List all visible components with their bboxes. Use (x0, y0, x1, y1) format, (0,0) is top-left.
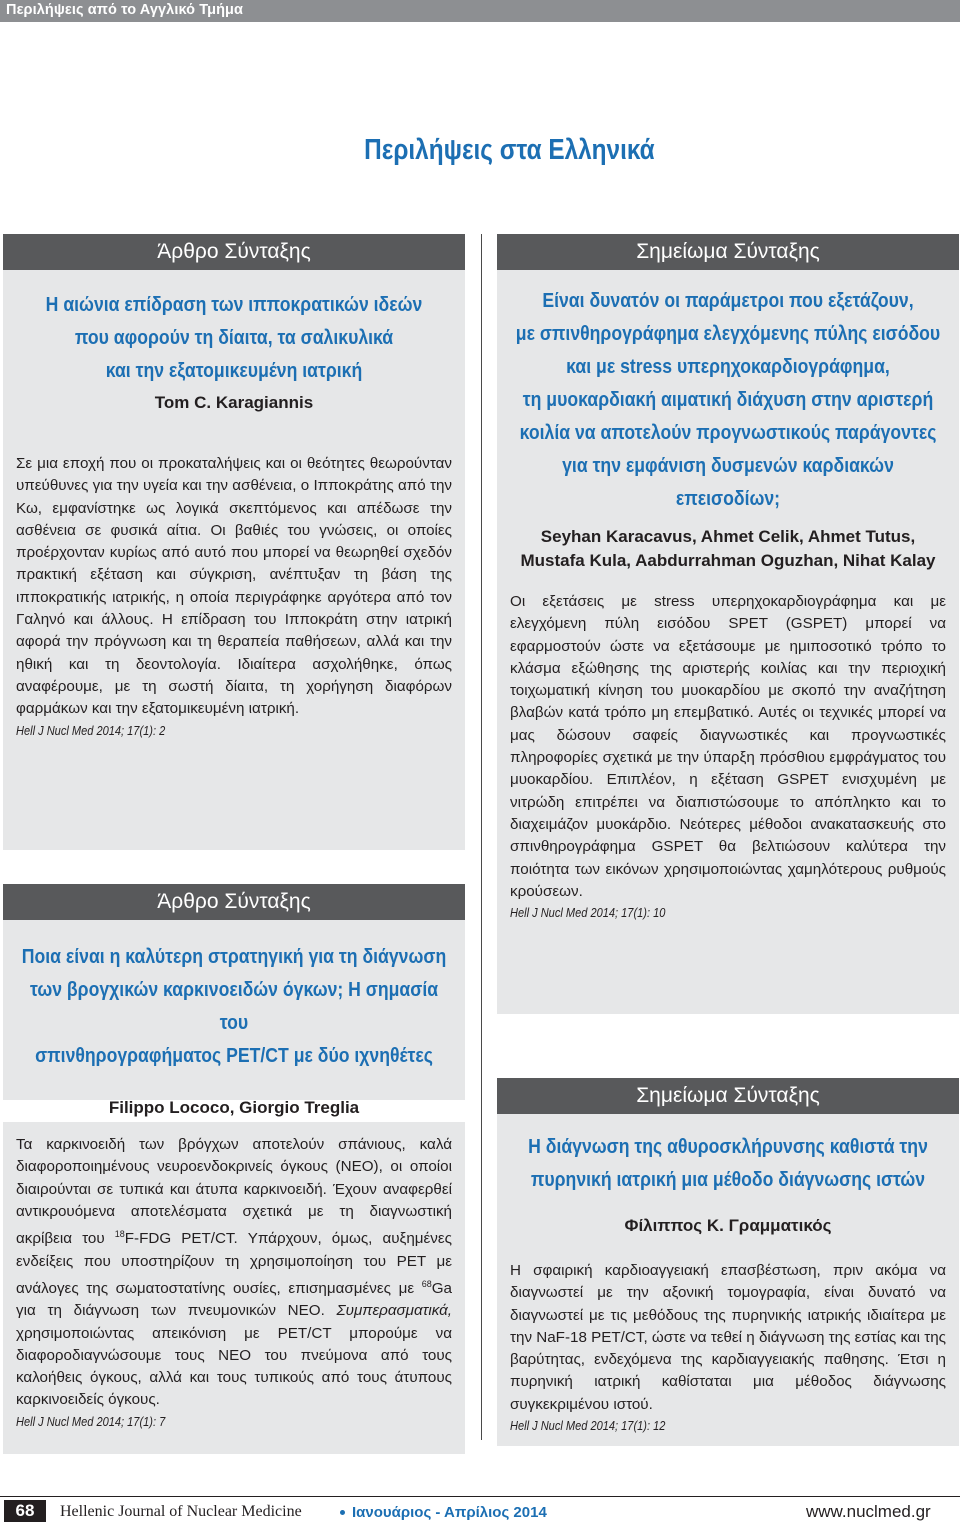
article-author: Tom C. Karagiannis (154, 393, 314, 412)
article-title-line: τη μυοκαρδιακή αιματική διάχυση στην αριστερή (522, 388, 934, 411)
right-column (497, 234, 959, 1446)
article-abstract: Η σφαιρική καρδιοαγγειακή επασβέστωση, πριν ακόμα να διαγνωστεί με την αξονική τομογραφία, είναι δυνατό να διαγνωστεί με τις μεθόδους της πυρηνικής ιατρικής ιδιαίτερα με την NaF-18 PET/CT, ώστε να τεθεί η διάγνωση της εστίας και της βαρύτητας, ενδεχόμενα της καρδιαγγειακής παθησης. Έτσι η πυρηνική ιατρική καθίσταται μια μέθοδος διάγνωσης συγκεκριμένου ιστού. (510, 1262, 947, 1413)
column-divider (481, 234, 482, 1440)
article-box-atherosclerosis (497, 1114, 959, 1446)
article-author: Φίλιππος Κ. Γραμματικός (624, 1216, 832, 1235)
section-bar-editorial: Άρθρο Σύνταξης (3, 234, 465, 270)
page-title: Περιλήψεις στα Ελληνικά (364, 134, 655, 166)
section-bar-editorial: Άρθρο Σύνταξης (3, 884, 465, 920)
journal-name: Hellenic Journal of Nuclear Medicine (60, 1503, 302, 1520)
article-box-gspet (497, 270, 959, 1014)
article-citation: Hell J Nucl Med 2014; 17(1): 12 (510, 1418, 666, 1434)
footer-rule (0, 1496, 960, 1497)
article-box-carcinoid-body (3, 1122, 465, 1454)
article-title-line: που αφορούν τη δίαιτα, τα σαλικυλικά (74, 326, 394, 349)
article-title-line: για την εμφάνιση δυσμενών καρδιακών (562, 454, 894, 477)
article-citation: Hell J Nucl Med 2014; 17(1): 10 (510, 905, 666, 921)
article-abstract: Οι εξετάσεις με stress υπερηχοκαρδιογράφημα και με ελεγχόμενη πύλη εισόδου SPET (GSPET) μπορεί να εφαρμοστούν ώστε να εξετάσουμε με ημιποσοτικό τρόπο το κλάσμα εξώθησης της αριστερής κοιλίας και την περιοχική τοιχωματική κίνηση του μυοκαρδίου με σκοπό την αναζήτηση βλαβών κατά τρόπο μη επεμβατικό. Αυτές οι τεχνικές μπορεί να μας δώσουν σαφείς διαγνωστικές και προγνωστικές πληροφορίες σχετικά με την ύπαρξη πρόσθιου εμφράγματος του μυοκαρδίου. Επιπλέον, η εξέταση GSPET ενισχυμένη με νιτρώδη επιτρέπει να διαπιστώσουμε το απόπληκτο και το διαχειμάζον μυοκάρδιο. Νεότερες μέθοδοι ανακατασκευής στο σπινθηρογράφημα GSPET θα βελτιώσουν καλύτερα την ποιότητα των εικόνων χρησιμοποιώντας χαμηλότερους ρυθμούς κρούσεων. (510, 593, 946, 900)
left-column (3, 234, 465, 1454)
top-section-band (0, 0, 960, 22)
article-title-line: Είναι δυνατόν οι παράμετροι που εξετάζουν, (542, 289, 914, 312)
article-author: Filippo Lococo, Giorgio Treglia (108, 1098, 360, 1117)
article-title-line: επεισοδίων; (675, 487, 781, 510)
article-title-line: Ποια είναι η καλύτερη στρατηγική για τη διάγνωση (21, 945, 447, 968)
section-bar-editorial-note: Σημείωμα Σύνταξης (497, 1078, 959, 1114)
article-authors (510, 525, 946, 573)
issue-date: Ιανουάριος - Απρίλιος 2014 (352, 1504, 547, 1521)
article-title-line: πυρηνική ιατρική μια μέθοδο διάγνωσης ιστών (530, 1168, 926, 1191)
article-title-line: Η διάγνωση της αθυροσκλήρυνσης καθιστά την (528, 1135, 928, 1158)
section-bar-editorial-note: Σημείωμα Σύνταξης (497, 234, 959, 270)
article-title-line: των βρογχικών καρκινοειδών όγκων; Η σημασία του (29, 978, 439, 1034)
article-title-line: κοιλία να αποτελούν προγνωστικούς παράγοντες (519, 421, 937, 444)
article-abstract: Τα καρκινοειδή των βρόγχων αποτελούν σπάνιους, καλά διαφοροποιημένους νευροενδοκρινείς όγκους (ΝΕΟ), οι οποίοι διαιρούνται σε τυπικά και άτυπα καρκινοειδή. Έχουν αναφερθεί αντικρουόμενα αποτελέσματα σχετικά με τη διαγνωστική ακρίβεια του $^{18}$F-FDG PET/CT. Υπάρχουν, όμως, αυξημένες ενδείξεις που υποστηρίζουν τη χρησιμοποίηση του PET με ανάλογες της σωματοστατίνης ουσίες, επισημασμένες με $^{68}$Ga για τη διάγνωση των πνευμονικών ΝΕΟ. Συμπερασματικά, χρησιμοποιώντας απεικόνιση με PET/CT μπορούμε να διαφοροδιαγνώσουμε τους ΝΕΟ του πνεύμονα από τους καλοήθεις όγκους, αλλά και τους τυπικούς από τους άτυπους καρκινοειδείς όγκους. (16, 1136, 452, 1409)
section-label: Περιλήψεις από το Αγγλικό Τμήμα (6, 2, 244, 18)
article-title (16, 288, 452, 387)
article-title-line: με σπινθηρογράφημα ελεγχόμενης πύλης εισόδου (515, 322, 941, 345)
article-box-carcinoid-title (3, 920, 465, 1117)
article-title-line: και με stress υπερηχοκαρδιογράφημα, (566, 355, 890, 378)
article-citation: Hell J Nucl Med 2014; 17(1): 7 (16, 1413, 166, 1429)
article-title-line: σπινθηρογραφήματος PET/CT με δύο ιχνηθέτες (35, 1044, 433, 1067)
article-box-hippocrates (3, 270, 465, 850)
article-title-line: Η αιώνια επίδραση των ιπποκρατικών ιδεών (45, 293, 423, 316)
website-link[interactable]: www.nuclmed.gr (806, 1502, 931, 1521)
article-title-line: και την εξατομικευμένη ιατρική (105, 359, 363, 382)
page-number: 68 (4, 1500, 46, 1522)
article-citation: Hell J Nucl Med 2014; 17(1): 2 (16, 722, 166, 738)
article-author-line: Mustafa Kula, Aabdurrahman Oguzhan, Nihat Kalay (520, 551, 936, 570)
article-abstract: Σε μια εποχή που οι προκαταλήψεις και οι θεότητες θεωρούνταν υπεύθυνες για την υγεία και την ασθένεια, ο Ιπποκράτης από την Κω, εμφανίστηκε ως λογικά σκεπτόμενος και απέδωσε την ασθένεια σε φυσικά αίτια. Οι βαθιές του γνώσεις, οι οποίες προέρχονταν κυρίως από αυτό που μπορεί να θεωρηθεί σχεδόν πρακτική εξέταση και σύγκριση, ανέπτυξαν τη βάση της ιπποκρατικής ιατρικής, η οποία περιγράφηκε αργότερα από τον Γαληνό και άλλους. Η επίδραση του Ιπποκράτη στην ιατρική αφορά την πρόγνωση και τη θεραπεία παθήσεων, αλλά και την ηθική και τη δεοντολογία. Ιδιαίτερα ασχολήθηκε, όπως αναφέρουμε, με τη σωστή δίαιτα, τη χορήγηση διαφόρων φαρμάκων και την εξατομικευμένη ιατρική. (16, 455, 452, 718)
bullet-dot-icon (340, 1510, 345, 1515)
article-author-line: Seyhan Karacavus, Ahmet Celik, Ahmet Tutus, (540, 527, 916, 546)
